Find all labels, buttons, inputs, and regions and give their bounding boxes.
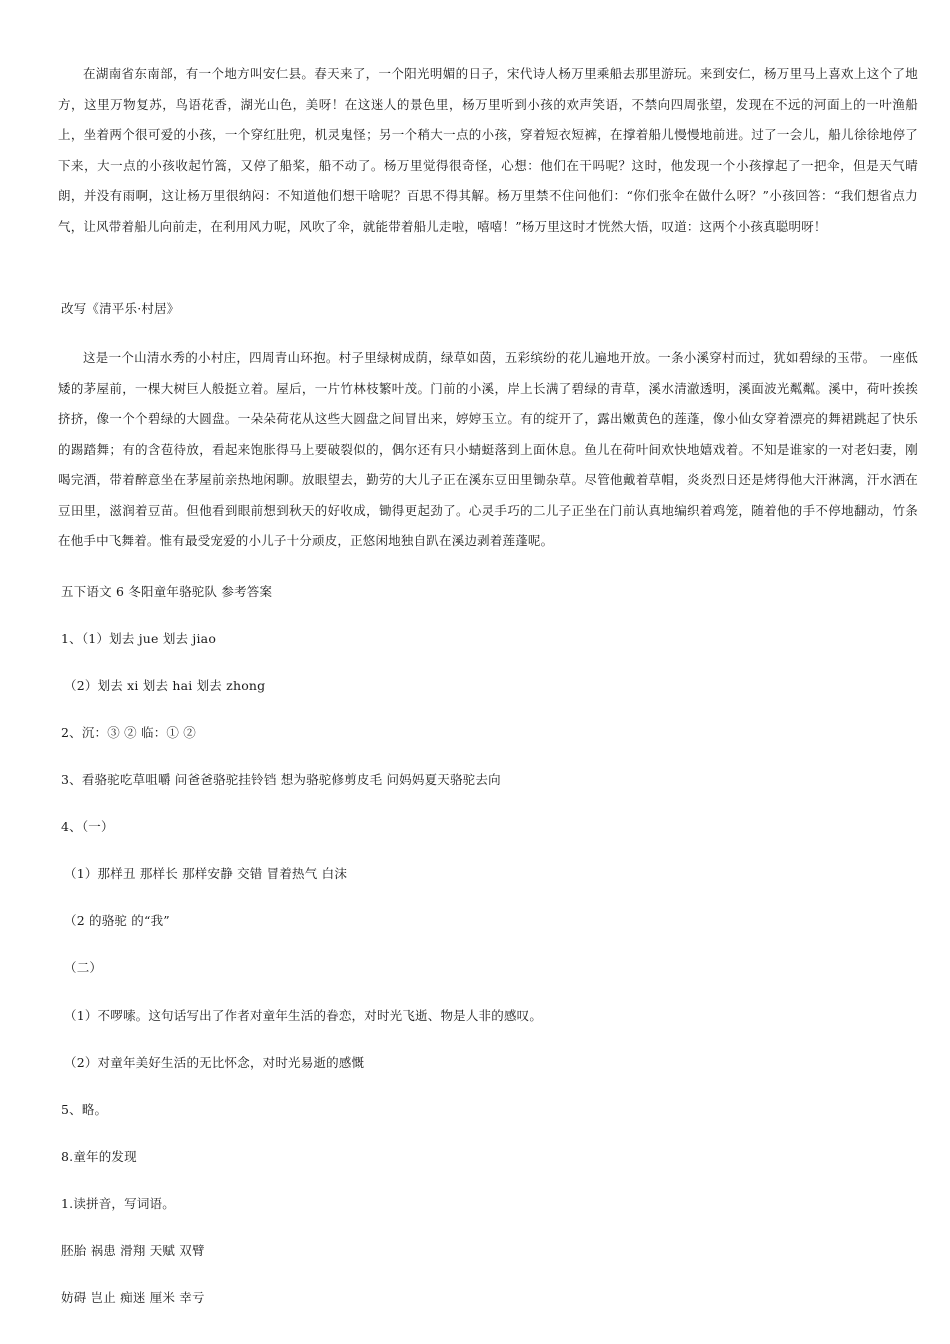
lesson-8-words-row-2: 妨碍 岂止 痴迷 厘米 幸亏 <box>61 1290 205 1305</box>
lesson-8-title: 8.童年的发现 <box>61 1149 137 1164</box>
paragraph-anren-story: 在湖南省东南部，有一个地方叫安仁县。春天来了，一个阳光明媚的日子，宋代诗人杨万里乘船去那里游玩。来到安仁，杨万里马上喜欢上这个了地方，这里万物复苏，鸟语花香，湖光山色，美呀！在这迷人的景色里，杨万里听到小孩的欢声笑语，不禁向四周张望，发现在不远的河面上的一叶渔船上，坐着两个很可爱的小孩，一个穿红肚兜，机灵鬼怪；另一个稍大一点的小孩，穿着短衣短裤，在撑着船儿慢慢地前进。过了一会儿，船儿徐徐地停了下来，大一点的小孩收起竹篙，又停了船桨，船不动了。杨万里觉得很奇怪，心想：他们在干吗呢？这时，他发现一个小孩撑起了一把伞，但是天气晴朗，并没有雨啊，这让杨万里很纳闷：不知道他们想干啥呢？百思不得其解。杨万里禁不住问他们：“你们张伞在做什么呀？”小孩回答：“我们想省点力气，让风带着船儿向前走，在利用风力呢，风吹了伞，就能带着船儿走啦，嘻嘻！”杨万里这时才恍然大悟，叹道：这两个小孩真聪明呀！ <box>58 66 918 234</box>
answer-1-1: 1、（1）划去 jue 划去 jiao <box>61 631 217 646</box>
answer-2: 2、沉：③ ② 临：① ② <box>61 725 196 740</box>
answer-4-2: （2 的骆驼 的“我” <box>64 913 170 928</box>
answer-4-part2-1: （1）不啰嗦。这句话写出了作者对童年生活的眷恋，对时光飞逝、物是人非的感叹。 <box>64 1008 543 1023</box>
lesson-8-words-row-1: 胚胎 祸患 滑翔 天赋 双臂 <box>61 1243 205 1258</box>
answer-3: 3、看骆驼吃草咀嚼 问爸爸骆驼挂铃铛 想为骆驼修剪皮毛 问妈妈夏天骆驼去向 <box>61 772 501 787</box>
answer-4-part2-2: （2）对童年美好生活的无比怀念，对时光易逝的感慨 <box>64 1055 365 1070</box>
answer-5: 5、略。 <box>61 1102 108 1117</box>
answer-4: 4、（一） <box>61 819 114 834</box>
answer-1-2: （2）划去 xi 划去 hai 划去 zhong <box>64 678 266 693</box>
paragraph-village-scene: 这是一个山清水秀的小村庄，四周青山环抱。村子里绿树成荫，绿草如茵，五彩缤纷的花儿遍地开放。一条小溪穿村而过，犹如碧绿的玉带。 一座低矮的茅屋前，一棵大树巨人般挺立着。屋后，一片竹林枝繁叶茂。门前的小溪，岸上长满了碧绿的青草，溪水清澈透明，溪面波光粼粼。溪中，荷叶挨挨挤挤，像一个个碧绿的大圆盘。一朵朵荷花从这些大圆盘之间冒出来，婷婷玉立。有的绽开了，露出嫩黄色的莲蓬，像小仙女穿着漂亮的舞裙跳起了快乐的踢踏舞；有的含苞待放，看起来饱胀得马上要破裂似的，偶尔还有只小蜻蜓落到上面休息。鱼儿在荷叶间欢快地嬉戏着。不知是谁家的一对老妇妻，刚喝完酒，带着醉意坐在茅屋前亲热地闲聊。放眼望去，勤劳的大儿子正在溪东豆田里锄杂草。尽管他戴着草帽，炎炎烈日还是烤得他大汗淋漓，汗水洒在豆田里，滋润着豆苗。但他看到眼前想到秋天的好收成，锄得更起劲了。心灵手巧的二儿子正坐在门前认真地编织着鸡笼，随着他的手不停地翻动，竹条在他手中飞舞着。惟有最受宠爱的小儿子十分顽皮，正悠闲地独自趴在溪边剥着莲蓬呢。 <box>58 350 918 548</box>
answer-4-part2: （二） <box>64 960 103 975</box>
answer-4-1: （1）那样丑 那样长 那样安静 交错 冒着热气 白沫 <box>64 866 348 881</box>
answers-title: 五下语文 6 冬阳童年骆驼队 参考答案 <box>61 584 273 599</box>
heading-qingpingle: 改写《清平乐·村居》 <box>61 301 180 316</box>
lesson-8-task-1: 1.读拼音，写词语。 <box>61 1196 175 1211</box>
